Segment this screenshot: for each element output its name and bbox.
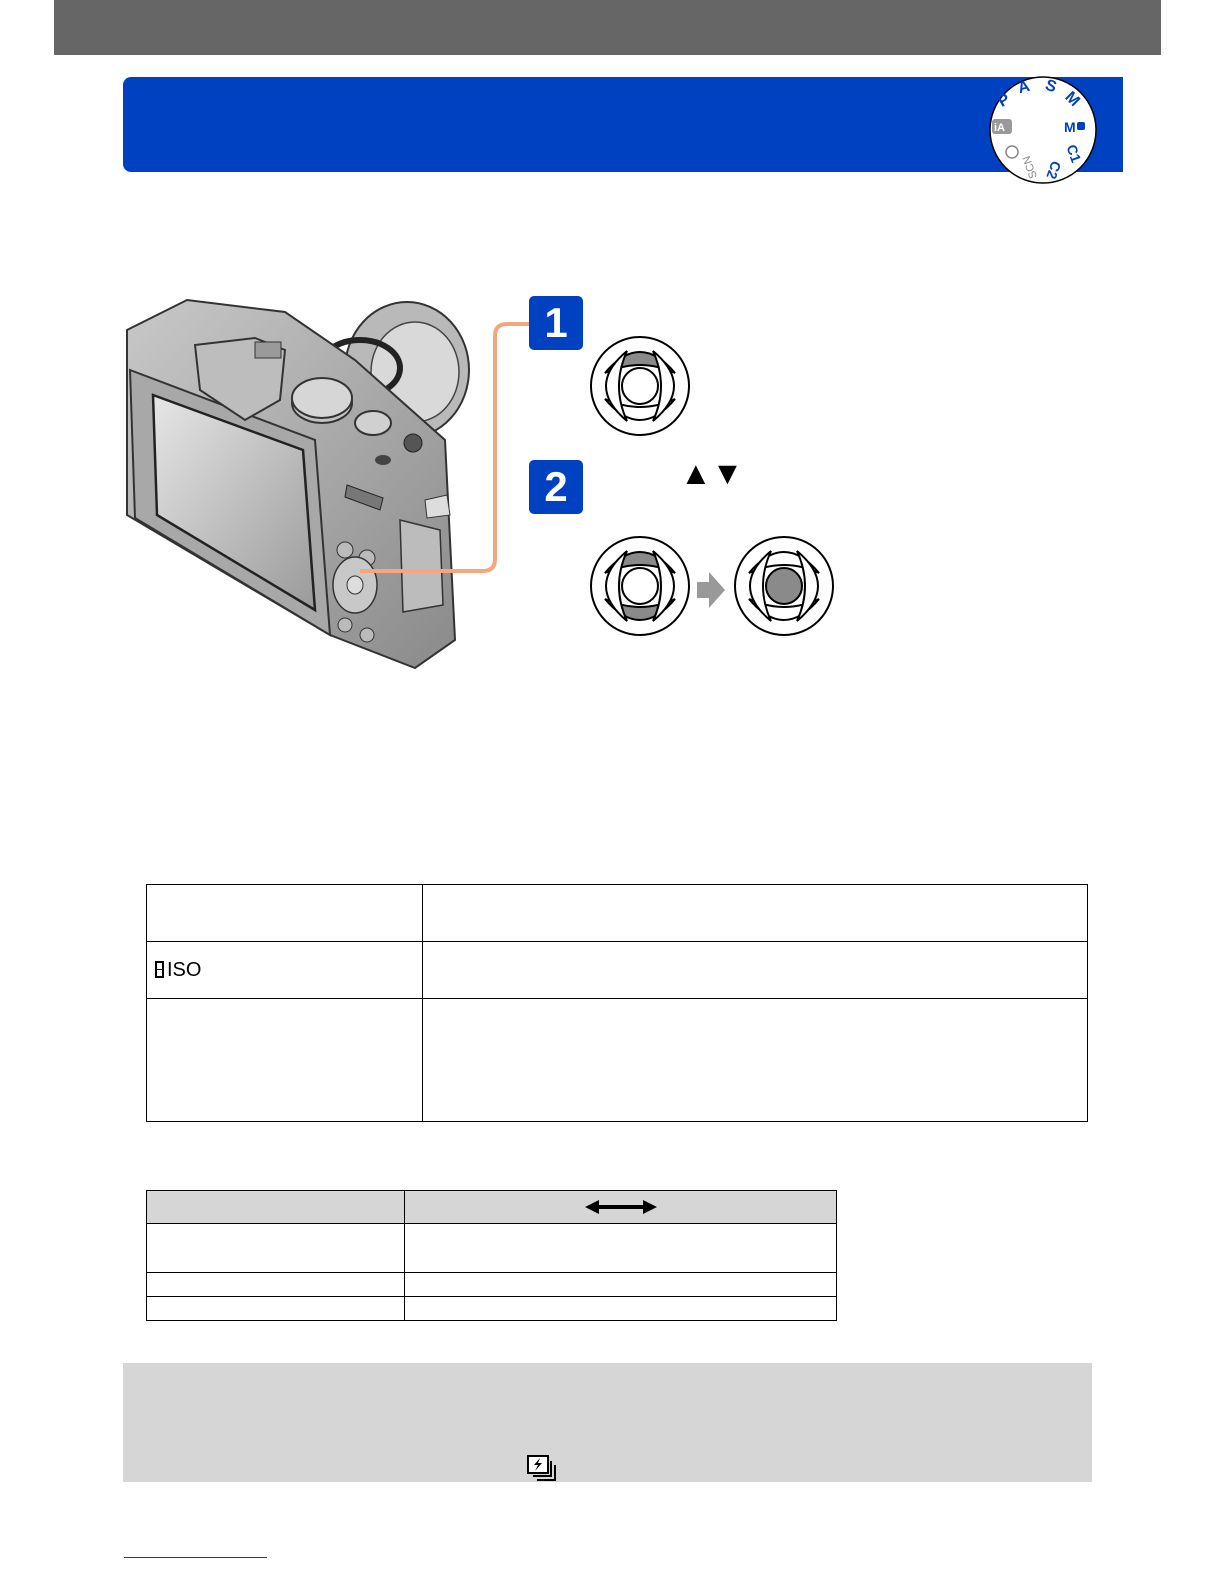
settings-table bbox=[146, 884, 1088, 1122]
table-cell-label bbox=[147, 885, 423, 942]
table-cell-desc bbox=[423, 999, 1088, 1122]
bottom-link-underline bbox=[124, 1557, 267, 1558]
note-box bbox=[123, 1363, 1092, 1482]
table-cell-label bbox=[147, 1273, 405, 1297]
table-row bbox=[147, 1273, 837, 1297]
dial-label-p: P bbox=[995, 90, 1014, 111]
dial-label-ia: iA bbox=[994, 122, 1005, 134]
range-table bbox=[146, 1190, 837, 1321]
table-cell-desc bbox=[423, 885, 1088, 942]
table-cell-label bbox=[147, 942, 423, 999]
table-row bbox=[147, 999, 1088, 1122]
table-row bbox=[147, 885, 1088, 942]
table-cell-label bbox=[147, 1297, 405, 1321]
table-cell-value bbox=[405, 1297, 837, 1321]
table-cell-value bbox=[405, 1224, 837, 1273]
cursor-pad-up-icon bbox=[589, 335, 691, 437]
table-row bbox=[147, 1224, 837, 1273]
step-2-badge: 2 bbox=[529, 460, 583, 514]
table-row bbox=[147, 942, 1088, 999]
iso-label: ISO bbox=[167, 958, 202, 981]
table-header-cell bbox=[405, 1191, 837, 1224]
dial-label-c1: C1 bbox=[1063, 142, 1085, 165]
cursor-pad-up-down-icon bbox=[589, 535, 691, 637]
table-cell-label bbox=[147, 999, 423, 1122]
intelligent-iso-icon bbox=[155, 961, 164, 978]
double-arrow-icon bbox=[585, 1199, 657, 1215]
mode-dial-icon bbox=[988, 75, 1098, 185]
top-bar bbox=[54, 0, 1161, 55]
camera-illustration bbox=[115, 290, 475, 675]
table-cell-desc bbox=[423, 942, 1088, 999]
table-cell-label bbox=[147, 1224, 405, 1273]
title-bar bbox=[123, 77, 1123, 172]
dial-label-scn: SCN bbox=[1020, 154, 1040, 181]
svg-text:M: M bbox=[1064, 119, 1076, 135]
dial-label-c2: C2 bbox=[1043, 158, 1065, 182]
cursor-pad-set-icon bbox=[733, 535, 835, 637]
dial-label-m: M bbox=[1061, 88, 1083, 110]
dial-label-a: A bbox=[1016, 77, 1032, 98]
table-header-cell bbox=[147, 1191, 405, 1224]
burst-flash-icon bbox=[527, 1455, 557, 1481]
movie-camera-icon bbox=[1077, 122, 1085, 130]
table-cell-value bbox=[405, 1273, 837, 1297]
table-header-row bbox=[147, 1191, 837, 1224]
table-row bbox=[147, 1297, 837, 1321]
right-arrow-icon bbox=[697, 570, 727, 610]
up-down-arrows: ▲▼ bbox=[680, 455, 744, 491]
step-1-badge: 1 bbox=[529, 296, 583, 350]
dial-label-s: S bbox=[1042, 76, 1059, 97]
